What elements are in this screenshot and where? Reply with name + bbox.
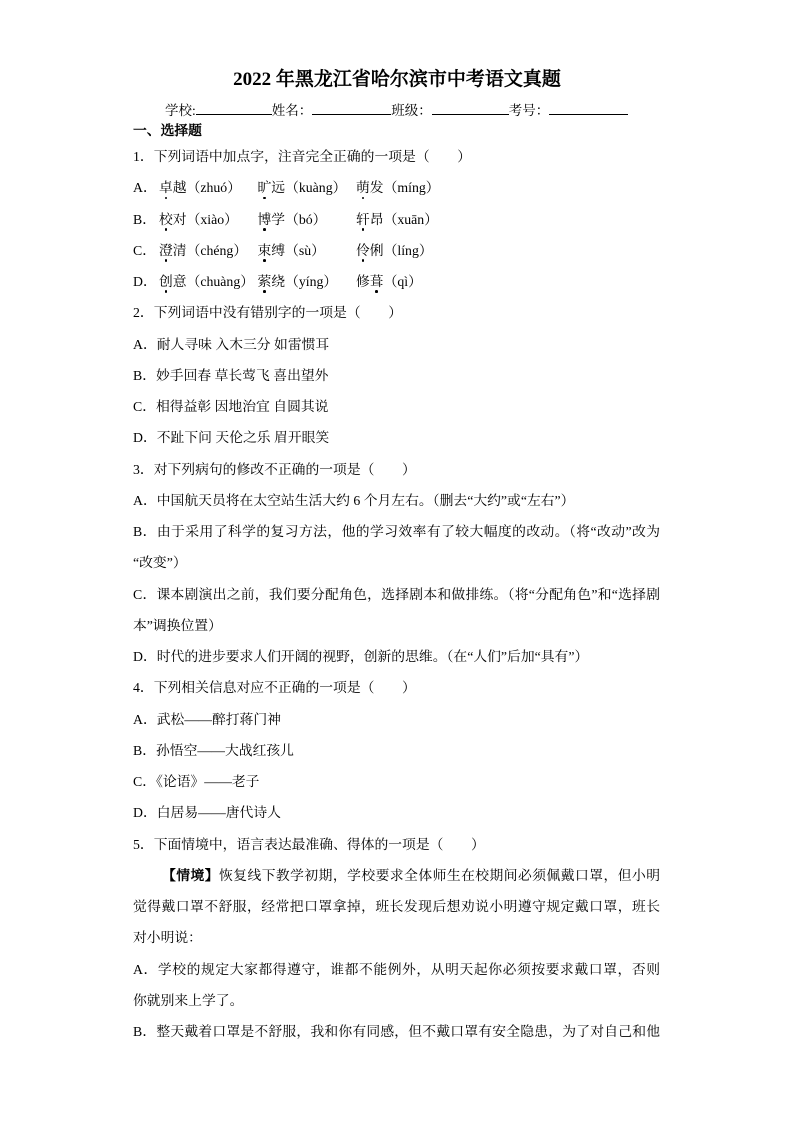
option-b <box>133 516 660 579</box>
option-text: 孙悟空——大战红孩儿 <box>156 742 294 758</box>
question-stem: 4．下列相关信息对应不正确的一项是（ ） <box>133 680 416 696</box>
option-a <box>133 329 660 360</box>
word-item <box>159 266 258 297</box>
pinyin: （líng） <box>383 242 433 258</box>
option-text: 时代的进步要求人们开阔的视野，创新的思维。（在“人们”后加“具有”） <box>156 649 589 664</box>
option-letter: D． <box>133 649 157 664</box>
option-a <box>133 485 660 516</box>
school-label: 学校: <box>165 103 196 118</box>
scenario-label: 【情境】 <box>162 867 219 883</box>
scenario-line: 对小明说： <box>133 930 202 946</box>
word-item <box>258 204 357 235</box>
dotted-char: 萦 <box>257 274 272 289</box>
question-5 <box>133 829 660 1048</box>
pinyin: （kuàng） <box>285 180 347 196</box>
word-rest: 缚 <box>271 242 286 258</box>
option-text: 《论语》——老子 <box>156 774 260 789</box>
option-letter: A． <box>133 961 158 977</box>
question-1 <box>133 141 660 297</box>
option-a <box>133 172 660 203</box>
word-rest: 越 <box>172 180 187 196</box>
word-item <box>356 235 455 266</box>
option-line <box>133 954 660 985</box>
option-line <box>133 516 660 547</box>
question-stem: 5．下面情境中，语言表达最准确、得体的一项是（ ） <box>133 836 485 852</box>
pinyin: （míng） <box>383 180 440 196</box>
pinyin: （chéng） <box>186 242 248 258</box>
section-title: 一、选择题 <box>133 123 202 138</box>
option-a <box>133 704 660 735</box>
pinyin: （zhuó） <box>186 180 242 196</box>
dotted-char: 卓 <box>159 180 173 196</box>
word-rest: 昂 <box>369 211 384 227</box>
dotted-char: 束 <box>257 242 272 258</box>
word-item <box>258 266 357 297</box>
question-3 <box>133 454 660 673</box>
class-blank <box>432 101 509 115</box>
option-letter: A． <box>133 180 157 196</box>
option-text: 整天戴着口罩是不舒服，我和你有同感，但不戴口罩有安全隐患，为了对自己和他 <box>156 1024 661 1039</box>
word-item <box>159 172 258 203</box>
school-blank <box>196 101 272 115</box>
option-letter: A． <box>133 336 157 352</box>
option-a <box>133 954 660 1017</box>
word-item <box>356 204 455 235</box>
option-letter: B． <box>133 1024 157 1039</box>
option-text: 课本剧演出之前，我们要分配角色，选择剧本和做排练。（将“分配角色”和“选择剧 <box>156 586 660 602</box>
option-d <box>133 266 660 297</box>
option-letter: A． <box>133 711 157 727</box>
option-b <box>133 360 660 391</box>
option-c <box>133 579 660 642</box>
scenario-line: 觉得戴口罩不舒服，经常把口罩拿掉，班长发现后想劝说小明遵守规定戴口罩，班长 <box>133 899 660 914</box>
option-letter: C． <box>133 586 157 602</box>
option-text: 武松——醉打蒋门神 <box>156 711 281 727</box>
word-item <box>258 172 357 203</box>
option-text: 学校的规定大家都得遵守，谁都不能例外，从明天起你必须按要求戴口罩，否则 <box>157 961 661 977</box>
word-item <box>356 172 455 203</box>
option-text: 白居易——唐代诗人 <box>156 805 281 821</box>
word-item <box>159 204 258 235</box>
option-d <box>133 422 660 453</box>
option-text: 由于采用了科学的复习方法，他的学习效率有了较大幅度的改动。（将“改动”改为 <box>156 524 661 539</box>
option-d <box>133 641 660 672</box>
option-b <box>133 735 660 766</box>
question-stem: 3．对下列病句的修改不正确的一项是（ ） <box>133 461 416 477</box>
option-text: 妙手回春 草长莺飞 喜出望外 <box>156 367 329 383</box>
scenario-paragraph <box>133 860 660 954</box>
question-2 <box>133 297 660 453</box>
word-rest: 绕 <box>271 274 286 289</box>
option-text: 耐人寻味 入木三分 如雷惯耳 <box>156 336 330 352</box>
option-c <box>133 235 660 266</box>
option-letter: D． <box>133 805 157 821</box>
scenario-text: 恢复线下教学初期，学校要求全体师生在校期间必须佩戴口罩，但小明 <box>218 867 661 883</box>
option-c <box>133 766 660 797</box>
dotted-char: 创 <box>159 274 173 289</box>
option-line <box>133 1016 660 1047</box>
word-item <box>258 235 357 266</box>
question-4 <box>133 672 660 828</box>
exam-number-blank <box>549 101 628 115</box>
option-letter: A． <box>133 492 157 508</box>
option-letter: B． <box>133 211 156 227</box>
dotted-char: 葺 <box>369 274 384 289</box>
dotted-char: 澄 <box>159 242 173 258</box>
option-letter: D． <box>133 430 157 446</box>
option-text-continued: 你就别来上学了。 <box>133 992 244 1008</box>
option-text-continued: “改变”） <box>133 555 187 571</box>
option-b <box>133 204 660 235</box>
pinyin: （sù） <box>285 242 325 258</box>
pinyin: （qì） <box>383 274 422 289</box>
option-c <box>133 391 660 422</box>
option-text-continued: 本”调换位置） <box>133 617 222 633</box>
word-rest: 发 <box>369 180 384 196</box>
option-letter: C． <box>133 242 156 258</box>
pinyin: （yíng） <box>285 274 338 289</box>
option-letter: B． <box>133 742 156 758</box>
option-b <box>133 1016 660 1047</box>
word-rest: 俐 <box>369 242 384 258</box>
option-text: 相得益彰 因地治宜 自圆其说 <box>156 399 329 414</box>
word-item <box>356 266 455 297</box>
questions-body <box>133 141 660 1047</box>
dotted-char: 轩 <box>356 211 370 227</box>
pinyin: （xuān） <box>383 211 439 227</box>
question-stem: 2．下列词语中没有错别字的一项是（ ） <box>133 305 403 321</box>
exam-number-label: 考号： <box>508 103 550 118</box>
option-text: 中国航天员将在太空站生活大约 6 个月左右。（删去“大约”或“左右”） <box>156 492 575 508</box>
class-label: 班级： <box>391 103 432 118</box>
pinyin: （xiào） <box>186 211 238 227</box>
student-info-line <box>165 101 628 121</box>
word-rest: 远 <box>271 180 286 196</box>
name-blank <box>312 101 391 115</box>
word-rest: 对 <box>172 211 187 227</box>
option-letter: C． <box>133 774 156 789</box>
dotted-char: 旷 <box>257 180 272 196</box>
question-stem: 1．下列词语中加点字，注音完全正确的一项是（ ） <box>133 149 472 164</box>
dotted-char: 博 <box>257 211 272 227</box>
name-label: 姓名： <box>271 103 313 118</box>
exam-title: 2022 年黑龙江省哈尔滨市中考语文真题 <box>233 69 561 90</box>
dotted-char: 萌 <box>356 180 370 196</box>
dotted-char: 校 <box>159 211 173 227</box>
option-letter: C． <box>133 399 156 414</box>
word-start: 修 <box>356 274 370 289</box>
dotted-char: 伶 <box>356 242 370 258</box>
option-letter: B． <box>133 367 156 383</box>
scenario-line <box>133 860 660 891</box>
pinyin: （bó） <box>285 211 327 227</box>
pinyin: （chuàng） <box>186 274 255 289</box>
option-d <box>133 797 660 828</box>
option-letter: B． <box>133 524 157 539</box>
word-rest: 学 <box>271 211 286 227</box>
word-item <box>159 235 258 266</box>
option-letter: D． <box>133 274 157 289</box>
option-text: 不趾下问 天伦之乐 眉开眼笑 <box>156 430 330 446</box>
option-line <box>133 579 660 610</box>
word-rest: 意 <box>172 274 187 289</box>
word-rest: 清 <box>172 242 187 258</box>
